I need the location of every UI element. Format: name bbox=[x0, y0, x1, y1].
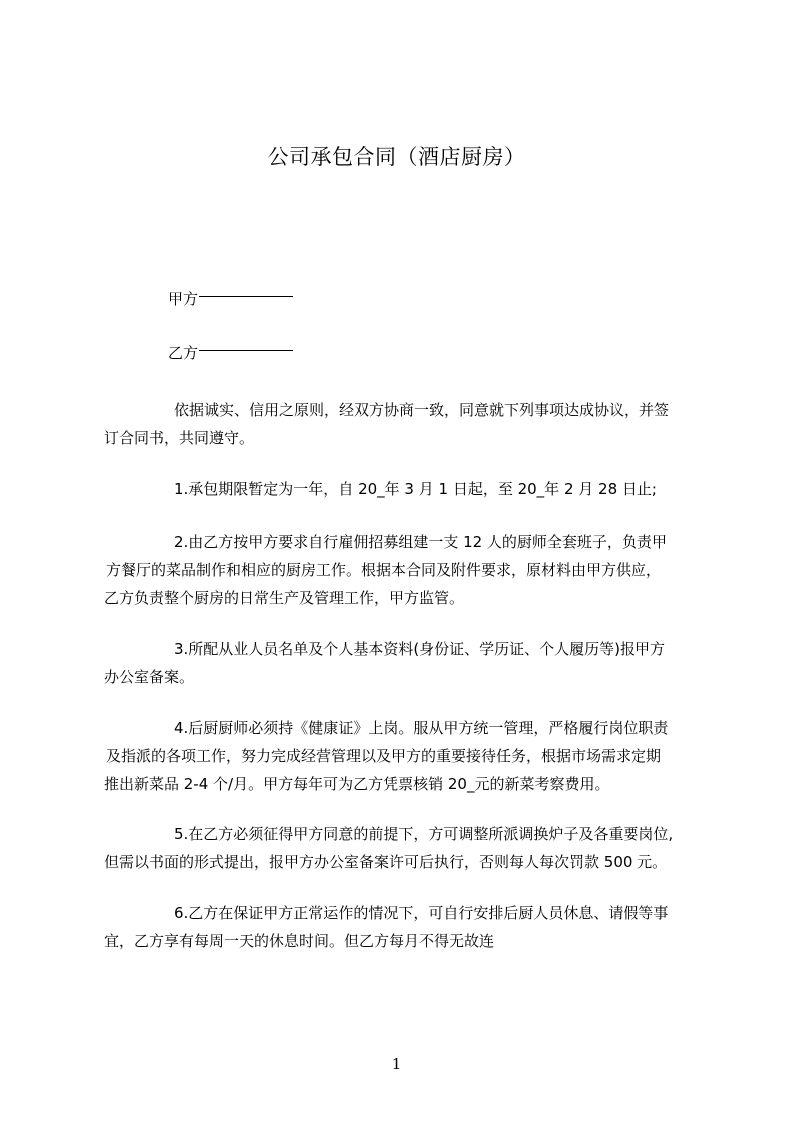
paragraph-line: 3.所配从业人员名单及个人基本资料(身份证、学历证、个人履历等)报甲方 bbox=[174, 640, 666, 658]
paragraph-line: 2.由乙方按甲方要求自行雇佣招募组建一支 12 人的厨师全套班子，负责甲 bbox=[174, 533, 667, 551]
paragraph-clause-4 bbox=[104, 714, 704, 798]
paragraph-clause-3 bbox=[104, 635, 704, 691]
paragraph-line: 方餐厅的菜品制作和相应的厨房工作。根据本合同及附件要求，原材料由甲方供应， bbox=[106, 561, 662, 579]
document-title: 公司承包合同（酒店厨房） bbox=[267, 145, 526, 169]
paragraph-line: 宜，乙方享有每周一天的休息时间。但乙方每月不得无故连 bbox=[104, 932, 495, 950]
paragraph-line: 办公室备案。 bbox=[104, 668, 195, 686]
paragraph-clause-5 bbox=[104, 820, 704, 876]
paragraph-line: 4.后厨厨师必须持《健康证》上岗。服从甲方统一管理，严格履行岗位职责 bbox=[174, 719, 669, 737]
paragraph-line: 乙方负责整个厨房的日常生产及管理工作，甲方监管。 bbox=[104, 589, 465, 607]
party-a-line bbox=[168, 288, 293, 310]
party-b-label: 乙方 bbox=[168, 344, 199, 362]
paragraph-line: 但需以书面的形式提出，报甲方办公室备案许可后执行，否则每人每次罚款 500 元。 bbox=[104, 853, 668, 871]
paragraph-line: 依据诚实、信用之原则，经双方协商一致，同意就下列事项达成协议，并签 bbox=[174, 401, 670, 419]
paragraph-line: 订合同书，共同遵守。 bbox=[104, 429, 255, 447]
party-a-label: 甲方 bbox=[168, 290, 199, 308]
paragraph-clause-1 bbox=[104, 475, 704, 503]
paragraph-preamble bbox=[104, 396, 704, 452]
paragraph-line: 6.乙方在保证甲方正常运作的情况下，可自行安排后厨人员休息、请假等事 bbox=[174, 904, 669, 922]
paragraph-clause-6 bbox=[104, 899, 704, 955]
paragraph-line: 推出新菜品 2-4 个/月。甲方每年可为乙方凭票核销 20_元的新菜考察费用。 bbox=[104, 775, 610, 793]
paragraph-line: 1.承包期限暂定为一年，自 20_年 3 月 1 日起，至 20_年 2 月 28 日止; bbox=[174, 480, 657, 498]
paragraph-clause-2 bbox=[104, 528, 704, 612]
party-a-blank bbox=[199, 296, 293, 297]
party-b-line bbox=[168, 342, 293, 364]
party-b-blank bbox=[199, 350, 293, 351]
paragraph-line: 及指派的各项工作，努力完成经营管理以及甲方的重要接待任务，根据市场需求定期 bbox=[106, 747, 662, 765]
page-number: 1 bbox=[391, 1055, 402, 1073]
paragraph-line: 5.在乙方必须征得甲方同意的前提下，方可调整所派调换炉子及各重要岗位, bbox=[174, 825, 674, 843]
